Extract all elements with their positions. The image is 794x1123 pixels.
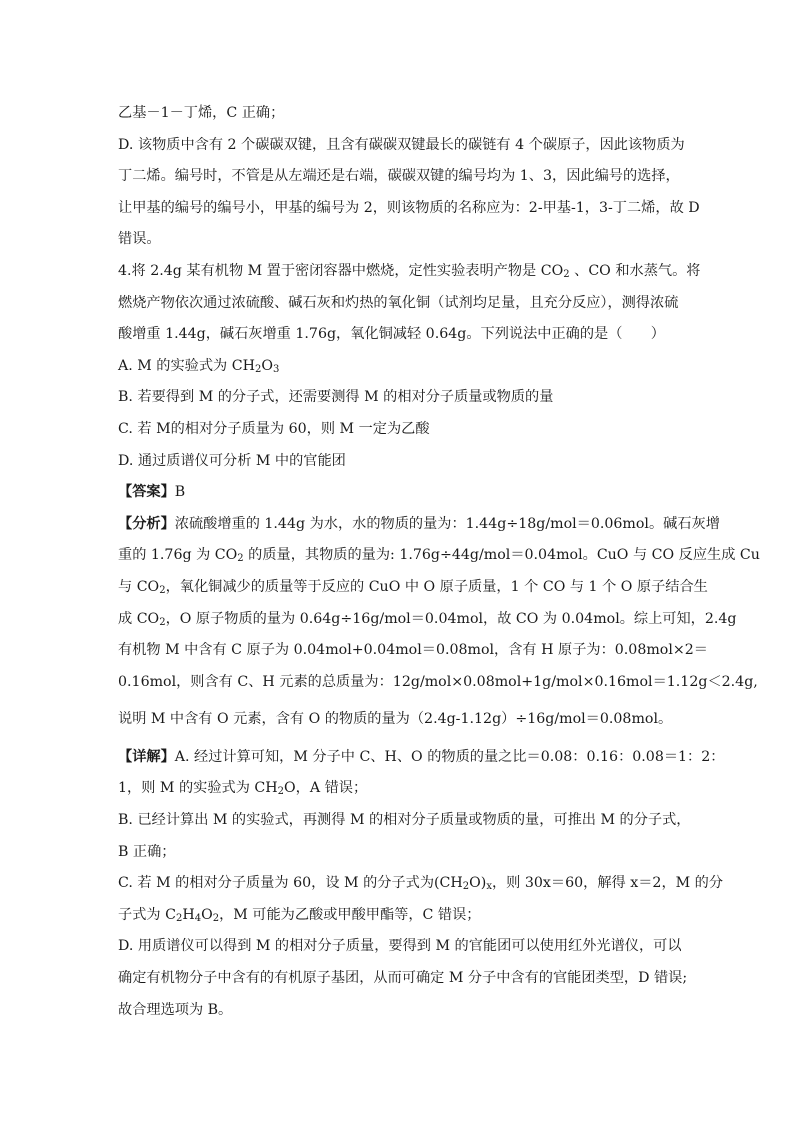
detail-label: 【详解】 — [118, 748, 175, 765]
analysis-line — [118, 509, 720, 541]
text-line: 错误。 — [118, 231, 161, 248]
subscript: 2 — [159, 584, 166, 596]
detail-line — [118, 742, 725, 774]
text-span: A. 经过计算可知，M 分子中 C、H、O 的物质的量之比＝0.08：0.16：0.08＝1：2： — [174, 748, 725, 765]
subscript: 2 — [159, 616, 166, 628]
text-line: 丁二烯。编号时，不管是从左端还是右端，碳碳双键的编号均为 1、3，因此编号的选择， — [118, 168, 680, 185]
question-stem-line — [118, 256, 701, 288]
answer-value: B — [174, 484, 186, 501]
text-span: 与 CO — [118, 578, 160, 595]
detail-line: 确定有机物分子中含有的有机原子基团，从而可确定 M 分子中含有的官能团类型，D 错误; — [118, 970, 688, 987]
text-span: ，则 30x＝60，解得 x＝2，M 的分 — [491, 875, 724, 892]
text-line: 让甲基的编号的编号小，甲基的编号为 2，则该物质的名称应为：2-甲基-1，3-丁二烯，故 D — [118, 199, 700, 216]
detail-line: B. 已经计算出 M 的实验式，再测得 M 的相对分子质量或物质的量，可推出 M 的分子式， — [118, 812, 691, 829]
subscript: 2 — [212, 912, 220, 924]
detail-line: 故合理选项为 B。 — [118, 1001, 233, 1018]
question-stem-line: 酸增重 1.44g，碱石灰增重 1.76g，氧化铜减轻 0.64g。下列说法中正确的是（ ） — [118, 326, 665, 343]
text-span: 1，则 M 的实验式为 CH — [118, 780, 278, 797]
subscript: 2 — [175, 912, 183, 924]
text-span: 子式为 C — [118, 906, 176, 923]
analysis-line — [118, 604, 737, 636]
document-body — [118, 98, 760, 1026]
text-span: H — [182, 906, 195, 923]
analysis-line: 有机物 M 中含有 C 原子为 0.04mol+0.04mol＝0.08mol，含有 H 原子为：0.08mol×2＝ — [118, 642, 708, 659]
answer-label: 【答案】 — [118, 484, 175, 501]
text-span: ，O 原子物质的量为 0.64g÷16g/mol＝0.04mol，故 CO 为 0.04mol。综上可知，2.4g — [165, 610, 737, 627]
subscript: 2 — [563, 268, 570, 280]
text-span: A. M 的实验式为 CH — [118, 357, 255, 374]
subscript: 3 — [273, 363, 280, 375]
detail-line — [118, 773, 678, 805]
text-span: ，氧化铜减少的质量等于反应的 CuO 中 O 原子质量，1 个 CO 与 1 个 O 原子结合生 — [165, 578, 708, 595]
detail-line: B 正确； — [118, 843, 176, 860]
option-a — [118, 351, 678, 383]
analysis-line: 0.16mol，则含有 C、H 元素的总质量为：12g/mol×0.08mol+1g/mol×0.16mol＝1.12g＜2.4g, — [118, 673, 758, 690]
option-b: B. 若要得到 M 的分子式，还需要测得 M 的相对分子质量或物质的量 — [118, 389, 554, 406]
analysis-line: 说明 M 中含有 O 元素，含有 O 的物质的量为（2.4g-1.12g）÷16g/mol＝0.08mol。 — [118, 711, 673, 728]
detail-line: D. 用质谱仪可以得到 M 的相对分子质量，要得到 M 的官能团可以使用红外光谱仪，可以 — [118, 938, 682, 955]
text-span: 的质量，其物质的量为: 1.76g÷44g/mol＝0.04mol。CuO 与 CO 反应生成 Cu — [243, 547, 760, 564]
answer-line — [118, 477, 678, 509]
question-stem-line: 燃烧产物依次通过浓硫酸、碱石灰和灼热的氧化铜（试剂均足量，且充分反应），测得浓硫 — [118, 294, 679, 311]
detail-line — [118, 900, 678, 932]
detail-line — [118, 868, 724, 900]
subscript: x — [486, 881, 492, 893]
subscript: 2 — [462, 881, 470, 893]
text-span: ，M 可能为乙酸或甲酸甲酯等，C 错误； — [219, 906, 481, 923]
subscript: 2 — [254, 363, 262, 375]
text-line: D. 该物质中含有 2 个碳碳双键，且含有碳碳双键最长的碳链有 4 个碳原子，因此该物质为 — [118, 136, 685, 153]
analysis-line — [118, 540, 760, 572]
text-span: O — [201, 906, 213, 923]
text-span: C. 若 M 的相对分子质量为 60，设 M 的分子式为(CH — [118, 875, 463, 892]
text-span: 4.将 2.4g 某有机物 M 置于密闭容器中燃烧，定性实验表明产物是 CO — [118, 262, 564, 279]
subscript: 4 — [194, 912, 202, 924]
option-c: C. 若 M的相对分子质量为 60，则 M 一定为乙酸 — [118, 420, 430, 437]
subscript: 2 — [277, 786, 284, 798]
text-span: O，A 错误； — [284, 780, 368, 797]
text-span: 重的 1.76g 为 CO — [118, 547, 238, 564]
subscript: 2 — [237, 553, 244, 565]
text-span: O — [261, 357, 273, 374]
analysis-label: 【分析】 — [118, 515, 175, 532]
text-span: 成 CO — [118, 610, 160, 627]
text-span: 浓硫酸增重的 1.44g 为水，水的物质的量为：1.44g÷18g/mol＝0.06mol。碱石灰增 — [174, 515, 720, 532]
text-line: 乙基－1－丁烯，C 正确； — [118, 105, 285, 121]
text-span: 、CO 和水蒸气。将 — [569, 262, 701, 279]
analysis-line — [118, 572, 708, 604]
option-d: D. 通过质谱仪可分析 M 中的官能团 — [118, 452, 346, 469]
text-span: O) — [469, 875, 487, 892]
